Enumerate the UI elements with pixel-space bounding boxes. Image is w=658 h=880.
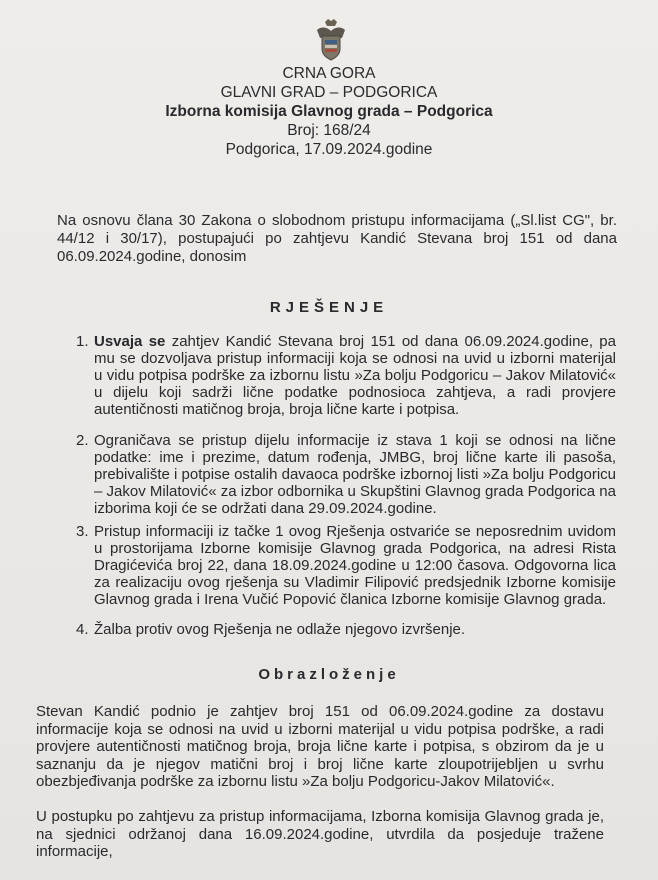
decision-item-1 <box>76 333 616 418</box>
document-number: Broj: 168/24 <box>287 122 371 139</box>
country-name: CRNA GORA <box>282 65 376 82</box>
city-name: GLAVNI GRAD – PODGORICA <box>220 84 438 101</box>
decision-item-3 <box>76 523 616 608</box>
item-body: Žalba protiv ovog Rješenja ne odlaže njegovo izvršenje. <box>94 621 466 638</box>
item-body: Ograničava se pristup dijelu informacije iz stava 1 koji se odnosi na lične podatke: ime i prezime, datum rođenja, JMBG, broj lične karte ili pasoša, prebivalište i potpise ostalih davaoca podrške izbornoj listi »Za bolju Podgoricu – Jakov Milatović« za izbor odbornika u Skupštini Glavnog grada Podgorica na izborima koji će se održati dana 29.09.2024.godine. <box>94 432 616 517</box>
item-text <box>94 333 616 418</box>
place-and-date: Podgorica, 17.09.2024.godine <box>225 141 433 158</box>
coat-of-arms-icon <box>311 18 351 62</box>
reasoning-paragraph-1: Stevan Kandić podnio je zahtjev broj 151 od 06.09.2024.godine za dostavu informacije koja se odnosi na uvid u izborni materijal u vidu potpisa podrške, a radi provjere autentičnosti matičnog broja, broja lične karte i potpisa, s obzirom da je u saznanju da je njegov matični broj i broj lične karte zloupotrijebljen u svrhu obezbjeđivanja podrške za izbornu listu »Za bolju Podgoricu-Jakov Milatović«. <box>36 703 604 790</box>
item-number: 1. <box>76 333 89 350</box>
decision-title: RJEŠENJE <box>269 299 389 316</box>
item-lead: Usvaja se <box>94 333 166 350</box>
document-header <box>0 64 658 159</box>
reasoning-paragraph-2: U postupku po zahtjevu za pristup informacijama, Izborna komisija Glavnog grada je, na sjednici održanoj dana 16.09.2024.godine, utvrdila da posjeduje tražene informacije, <box>36 808 604 860</box>
item-number: 2. <box>76 432 89 449</box>
item-number: 4. <box>76 621 89 638</box>
item-number: 3. <box>76 523 89 540</box>
item-body: zahtjev Kandić Stevana broj 151 od dana 06.09.2024.godine, pa mu se dozvoljava pristup informaciji koja se odnosi na uvid u izborni materijal u vidu potpisa podrške za izbornu listu »Za bolju Podgoricu – Jakov Milatović« u dijelu koji sadrži lične podatke podnosioca zahtjeva, a radi provjere autentičnosti matičnog broja, broja lične karte i potpisa. <box>94 333 616 418</box>
reasoning-title: Obrazloženje <box>258 666 400 683</box>
decision-item-2 <box>76 432 616 517</box>
organization-name: Izborna komisija Glavnog grada – Podgorica <box>165 103 493 120</box>
decision-item-4 <box>76 621 616 638</box>
item-body: Pristup informaciji iz tačke 1 ovog Rješenja ostvariće se neposrednim uvidom u prostorijama Izborne komisije Glavnog grada Podgorica, na adresi Rista Dragićevića broj 22, dana 18.09.2024.godine u 12:00 časova. Odgovorna lica za realizaciju ovog rješenja su Vladimir Filipović predsjednik Izborne komisije Glavnog grada i Irena Vučić Popović članica Izborne komisije Glavnog grada. <box>94 523 616 608</box>
intro-paragraph: Na osnovu člana 30 Zakona o slobodnom pristupu informacijama („Sl.list CG", br. 44/12 i 30/17), postupajući po zahtjevu Kandić Stevana broj 151 od dana 06.09.2024.godine, donosim <box>57 212 617 265</box>
